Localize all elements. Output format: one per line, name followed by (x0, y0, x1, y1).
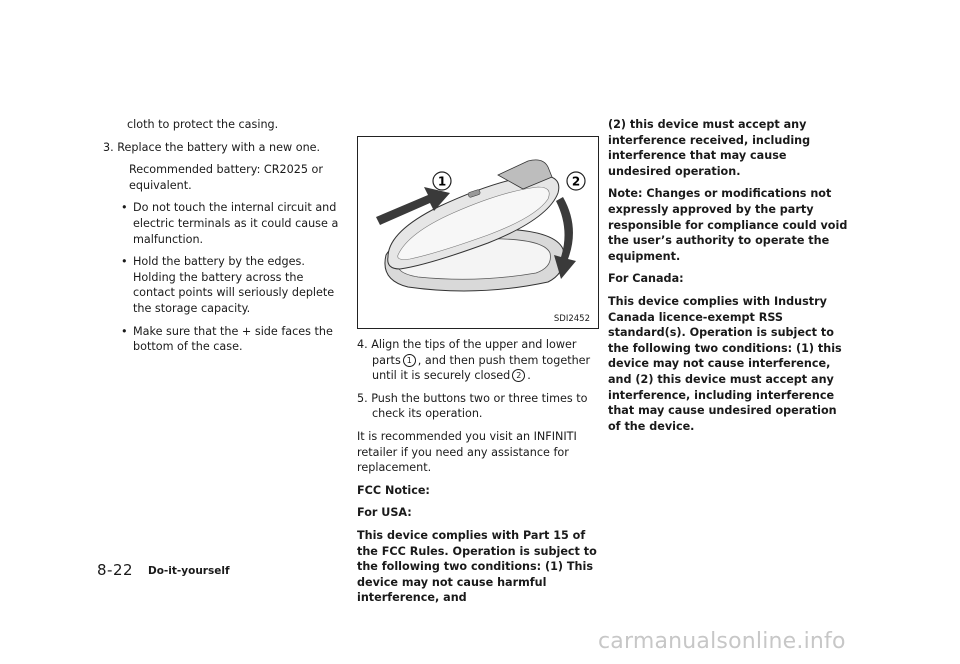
right-column (608, 117, 851, 441)
step-3-text: 3. Replace the battery with a new one. (103, 140, 321, 154)
left-column (103, 117, 348, 362)
battery-case-figure (357, 136, 599, 329)
callout-2-label: 2 (571, 174, 581, 189)
bullet-item: • Hold the battery by the edges. Holding the battery across the contact points will seriously deplete the storage capacity. (103, 254, 348, 316)
circle-2-icon: 2 (512, 369, 525, 382)
circle-1-icon: 1 (403, 354, 416, 367)
for-usa-heading: For USA: (357, 506, 412, 520)
step-4-part-a: 4. Align the tips of the upper and lower parts (357, 338, 577, 367)
bullet-item: • Do not touch the internal circuit and electric terminals as it could cause a malfunction. (103, 200, 348, 247)
bullet-item: • Make sure that the + side faces the bottom of the case. (103, 324, 348, 355)
note-text: Note: Changes or modifications not expressly approved by the party responsible for compliance could void the user’s authority to operate the equipment. (608, 187, 848, 263)
page-number: 8-22 (97, 561, 134, 579)
step-4-text (357, 337, 599, 384)
usa-compliance-text: This device complies with Part 15 of the FCC Rules. Operation is subject to the following two conditions: (1) This device may not cause harmful interference, and (357, 528, 597, 605)
key-fob-illustration (358, 137, 598, 328)
step-4-part-b: , and then push them together until it is securely closed (372, 353, 591, 383)
continuation-text: cloth to protect the casing. (127, 118, 279, 131)
recommended-battery-text: Recommended battery: CR2025 or equivalent. (129, 163, 323, 192)
callout-1-label: 1 (437, 174, 447, 189)
usa-compliance-continued: (2) this device must accept any interference received, including interference that may cause undesired operation. (608, 118, 811, 178)
canada-compliance-text: This device complies with Industry Canada licence-exempt RSS standard(s). Operation is subject to the following two conditions: (1) this device may not cause interference, and (2) this device must accept any interference, including interference that may cause undesired operation of the device. (608, 294, 842, 433)
fcc-notice-heading: FCC Notice: (357, 483, 430, 497)
middle-column (357, 337, 599, 613)
section-title: Do-it-yourself (148, 565, 230, 577)
watermark: carmanualsonline.info (598, 629, 846, 654)
figure-label: SDI2452 (553, 314, 590, 324)
for-canada-heading: For Canada: (608, 272, 684, 286)
step-4-part-c: . (527, 369, 531, 383)
step-5-text: 5. Push the buttons two or three times to check its operation. (357, 391, 588, 421)
recommend-text: It is recommended you visit an INFINITI retailer if you need any assistance for replacement. (357, 429, 577, 475)
